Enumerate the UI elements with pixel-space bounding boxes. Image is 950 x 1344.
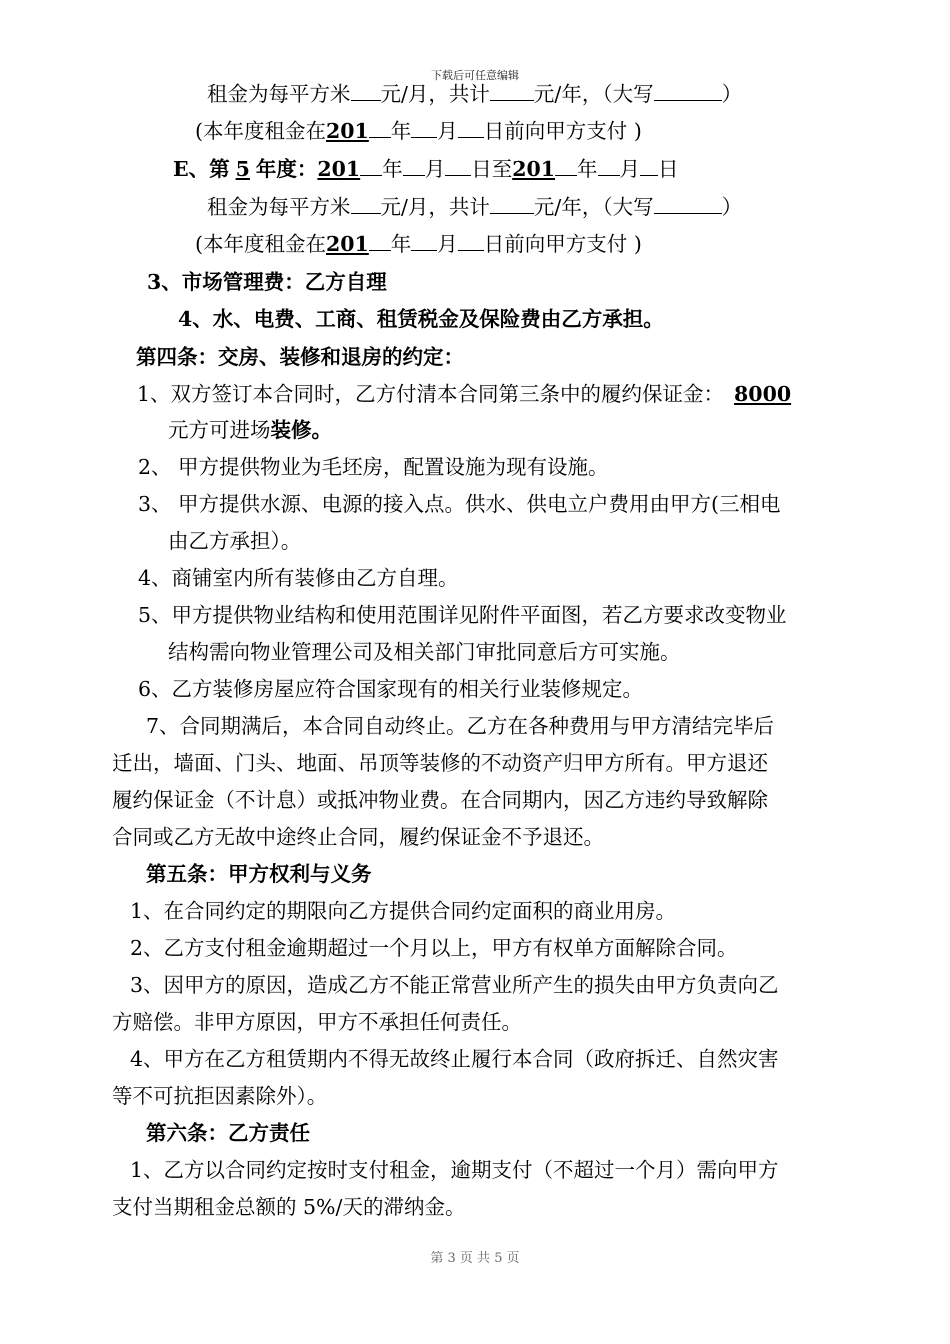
year-char: 年	[382, 157, 403, 181]
year-char: 年	[390, 119, 412, 143]
blank	[458, 117, 484, 138]
article-6-title: 第六条：乙方责任	[146, 1121, 310, 1145]
blank	[490, 193, 534, 214]
blank	[598, 155, 620, 176]
year5-prefix: E、第	[173, 157, 230, 181]
year-201: 201	[512, 157, 555, 181]
month-char: 月	[437, 232, 458, 256]
article-4-title: 第四条：交房、装修和退房的约定：	[136, 345, 464, 369]
blank	[458, 230, 484, 251]
header-note: 下载后可任意编辑	[431, 69, 519, 82]
blank	[445, 155, 471, 176]
pay-prefix: (本年度租金在	[195, 119, 326, 143]
blank	[403, 155, 425, 176]
pay-suffix: 日前向甲方支付 )	[483, 232, 642, 256]
day-char: 日	[658, 157, 679, 181]
blank	[555, 155, 577, 176]
day-to: 日至	[471, 157, 513, 181]
year5-num: 5	[235, 157, 250, 181]
art4-item-7-line-4: 合同或乙方无故中途终止合同，履约保证金不予退还。	[112, 825, 604, 849]
blank	[490, 80, 534, 101]
art4-item-1-line-2	[168, 416, 332, 444]
rent-line-2	[207, 193, 742, 221]
close-paren: ）	[721, 195, 743, 219]
art6-item-1-line-1: 1、乙方以合同约定按时支付租金，逾期支付（不超过一个月）需向甲方	[130, 1158, 779, 1182]
rent-payment-line-1	[195, 117, 642, 145]
year-char: 年	[390, 232, 412, 256]
blank	[351, 80, 381, 101]
rent-per-year-label: 元/年，（大写	[533, 195, 654, 219]
rent-per-month-label: 元/月，共计	[380, 82, 490, 106]
blank	[369, 230, 391, 251]
art4-item-3-line-2: 由乙方承担）。	[168, 529, 302, 553]
article-5-title: 第五条：甲方权利与义务	[146, 862, 372, 886]
art4-item-4: 4、商铺室内所有装修由乙方自理。	[138, 566, 459, 590]
art5-item-4-line-1: 4、甲方在乙方租赁期内不得无故终止履行本合同（政府拆迁、自然灾害	[130, 1047, 779, 1071]
blank	[640, 155, 658, 176]
blank	[360, 155, 382, 176]
art4-item-7-line-3: 履约保证金（不计息）或抵冲物业费。在合同期内，因乙方违约导致解除	[112, 788, 768, 812]
deposit-amount: 8000	[734, 382, 792, 406]
art5-item-3-line-1: 3、因甲方的原因，造成乙方不能正常营业所产生的损失由甲方负责向乙	[130, 973, 779, 997]
art4-item-6: 6、乙方装修房屋应符合国家现有的相关行业装修规定。	[138, 677, 644, 701]
art4-i1-text-b: 元方可进场	[168, 418, 271, 442]
fees-item-3: 3、市场管理费：乙方自理	[147, 270, 387, 294]
month-char: 月	[619, 157, 640, 181]
year-201: 201	[317, 157, 361, 181]
year-201: 201	[326, 119, 369, 143]
rent-per-sqm-label: 租金为每平方米	[207, 82, 351, 106]
art5-item-2: 2、乙方支付租金逾期超过一个月以上，甲方有权单方面解除合同。	[130, 936, 738, 960]
art5-item-1: 1、在合同约定的期限向乙方提供合同约定面积的商业用房。	[130, 899, 677, 923]
rent-per-sqm-label: 租金为每平方米	[207, 195, 351, 219]
blank	[654, 193, 722, 214]
pay-prefix: (本年度租金在	[195, 232, 326, 256]
month-char: 月	[437, 119, 458, 143]
year-201: 201	[326, 232, 369, 256]
art4-item-5-line-1: 5、甲方提供物业结构和使用范围详见附件平面图，若乙方要求改变物业	[138, 603, 787, 627]
art5-item-4-line-2: 等不可抗拒因素除外）。	[112, 1084, 328, 1108]
rent-line-1	[207, 80, 742, 108]
art5-item-3-line-2: 方赔偿。非甲方原因，甲方不承担任何责任。	[112, 1010, 522, 1034]
art4-i1-text: 1、双方签订本合同时，乙方付清本合同第三条中的履约保证金：	[137, 382, 725, 406]
rent-per-month-label: 元/月，共计	[380, 195, 490, 219]
fees-item-4: 4、水、电费、工商、租赁税金及保险费由乙方承担。	[178, 307, 664, 331]
page-footer: 第 3 页 共 5 页	[430, 1251, 520, 1266]
art4-item-7-line-2: 迁出，墙面、门头、地面、吊顶等装修的不动资产归甲方所有。甲方退还	[112, 751, 768, 775]
rent-per-year-label: 元/年，（大写	[533, 82, 654, 106]
year5-suffix: 年度：	[255, 157, 318, 181]
year-char: 年	[577, 157, 598, 181]
blank	[411, 117, 437, 138]
blank	[369, 117, 391, 138]
blank	[411, 230, 437, 251]
blank	[654, 80, 722, 101]
close-paren: ）	[721, 82, 743, 106]
art4-item-7-line-1: 7、合同期满后，本合同自动终止。乙方在各种费用与甲方清结完毕后	[146, 714, 775, 738]
art4-item-2: 2、 甲方提供物业为毛坯房，配置设施为现有设施。	[138, 455, 609, 479]
art4-item-1-line-1	[137, 380, 791, 408]
art6-item-1-line-2: 支付当期租金总额的 5%/天的滞纳金。	[112, 1195, 466, 1219]
rent-payment-line-2	[195, 230, 642, 258]
blank	[351, 193, 381, 214]
art4-item-3-line-1: 3、 甲方提供水源、电源的接入点。供水、供电立户费用由甲方(三相电	[138, 492, 781, 516]
month-char: 月	[424, 157, 446, 181]
art4-i1-text-c: 装修。	[270, 418, 332, 442]
year5-period-line	[173, 155, 679, 183]
art4-item-5-line-2: 结构需向物业管理公司及相关部门审批同意后方可实施。	[168, 640, 681, 664]
pay-suffix: 日前向甲方支付 )	[483, 119, 642, 143]
